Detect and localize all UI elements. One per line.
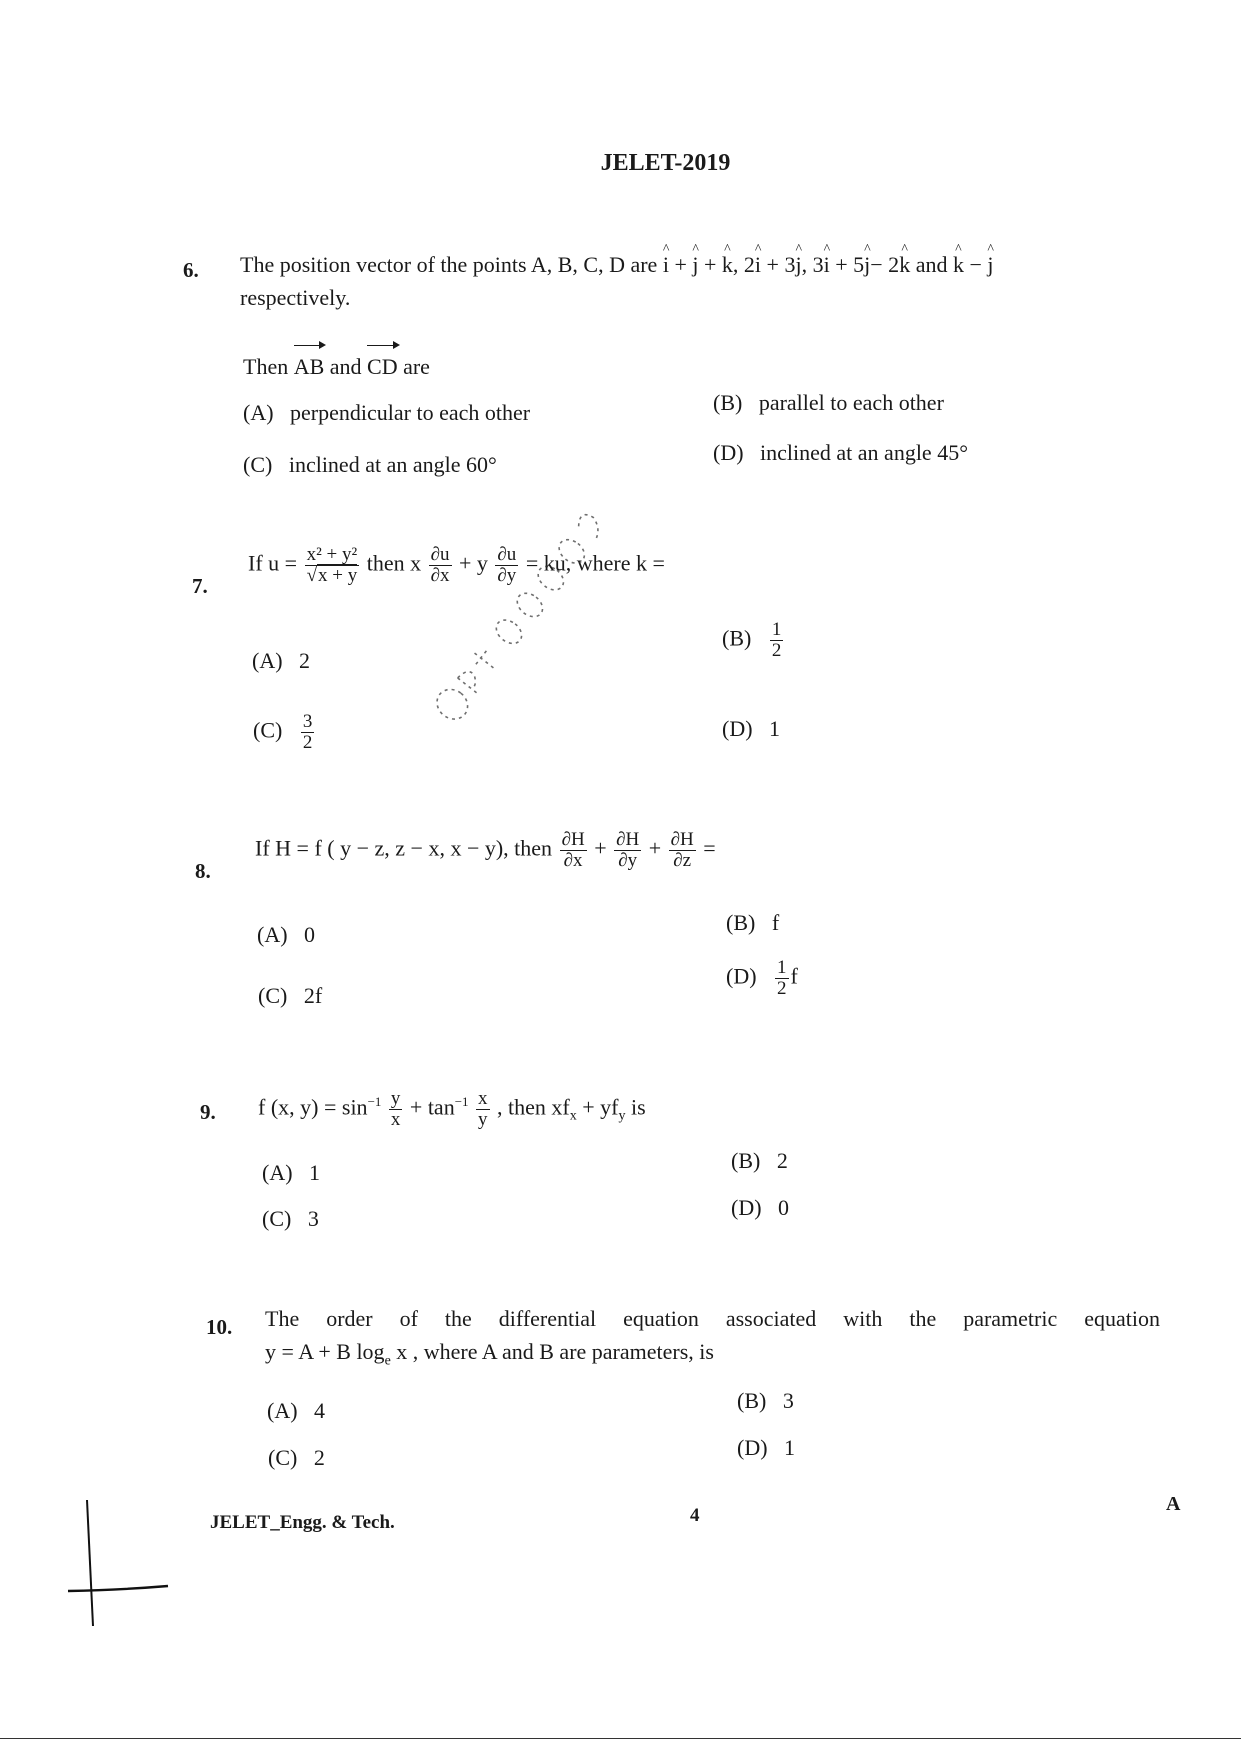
question-7-text: If u = $\frac{\text{x² + y²}}{√x + y}$ then x $\frac{\partial u}{\partial x}$ + y $\frac{\partial u}{\partial y}$ = ku, where k =	[248, 544, 665, 586]
option-label: (C)	[268, 1445, 298, 1470]
option-text: 0	[778, 1195, 790, 1220]
option-label: (B)	[726, 910, 756, 935]
question-7-number: 7.	[192, 574, 208, 598]
question-10-number: 10.	[206, 1315, 233, 1339]
option-text: 2	[776, 1148, 788, 1173]
then-word: Then	[243, 354, 289, 379]
sqrt-radicand: x + y	[318, 564, 358, 586]
question-10-line1: The order of the differential equation associated with the parametric equation	[265, 1306, 1160, 1331]
option-label: (D)	[726, 963, 757, 989]
option-9a[interactable]	[262, 1160, 320, 1186]
option-text: 3	[782, 1388, 794, 1413]
question-8-stem: If H = f ( y − z, z − x, x − y), then	[255, 835, 553, 861]
option-suffix: f	[790, 963, 798, 989]
option-fraction: $\frac{1}{2}$	[777, 957, 787, 999]
option-10c[interactable]	[268, 1445, 325, 1471]
footer-subject: JELET_Engg. & Tech.	[210, 1512, 395, 1533]
option-10b[interactable]	[737, 1388, 794, 1414]
option-fraction: $\frac{1}{2}$	[771, 619, 782, 661]
option-text: parallel to each other	[758, 390, 944, 415]
option-label: (B)	[713, 390, 743, 415]
partial-h-y: $\frac{\partial H}{\partial y}$	[616, 829, 640, 871]
question-9-lhs: f (x, y) = sin	[258, 1094, 368, 1120]
option-label: (D)	[731, 1195, 762, 1220]
option-6b[interactable]	[713, 390, 944, 416]
option-7d[interactable]	[722, 716, 780, 742]
option-text: inclined at an angle 60°	[288, 452, 497, 477]
option-label: (A)	[262, 1160, 293, 1185]
option-text: 2	[313, 1445, 325, 1470]
fraction-denominator: √x + y	[306, 564, 358, 586]
option-8a[interactable]	[257, 922, 315, 948]
option-6d[interactable]	[713, 440, 968, 466]
option-fraction: $\frac{3}{2}$	[302, 711, 313, 753]
set-code: A	[1166, 1493, 1181, 1515]
question-6-text	[240, 248, 1140, 314]
question-7-then: then x	[366, 550, 422, 576]
option-label: (D)	[722, 716, 753, 741]
crop-mark	[60, 1498, 180, 1628]
question-6-respectively: respectively.	[240, 285, 351, 310]
option-text: f	[771, 910, 780, 935]
option-text: 1	[309, 1160, 321, 1185]
fraction-x-over-y: $\frac{x}{y}$	[478, 1087, 488, 1130]
option-text: 2	[299, 648, 311, 673]
option-8c[interactable]	[258, 983, 322, 1009]
option-9c[interactable]	[262, 1206, 319, 1232]
option-7a[interactable]	[252, 648, 310, 674]
question-9-plus-y: + yf	[576, 1094, 619, 1120]
partial-u-y: $\frac{\partial u}{\partial y}$	[497, 544, 517, 586]
question-8-number: 8.	[195, 859, 211, 883]
option-label: (A)	[257, 922, 288, 947]
option-label: (D)	[713, 440, 744, 465]
option-label: (C)	[243, 452, 273, 477]
question-6-number: 6.	[183, 258, 199, 282]
option-label: (C)	[253, 717, 283, 743]
option-label: (A)	[267, 1398, 298, 1423]
question-8-text: If H = f ( y − z, z − x, x − y), then $\frac{\partial H}{\partial x}$ + $\frac{\partial H}{\partial y}$ + $\frac{\partial H}{\partial z}$ =	[255, 829, 716, 871]
fraction-numerator: x² + y²	[305, 545, 360, 566]
are-word: are	[403, 354, 430, 379]
option-label: (C)	[258, 983, 288, 1008]
option-text: inclined at an angle 45°	[760, 440, 968, 465]
question-6-stem: The position vector of the points A, B, C, D are	[240, 252, 658, 277]
partial-h-x: $\frac{\partial H}{\partial x}$	[561, 829, 585, 871]
option-6c[interactable]	[243, 452, 497, 478]
page-title: JELET-2019	[600, 150, 731, 176]
question-8-equals: =	[703, 835, 716, 861]
fraction-y-over-x: $\frac{y}{x}$	[390, 1087, 401, 1130]
option-9d[interactable]	[731, 1195, 789, 1221]
question-9-text: f (x, $y) = \sin^{-1}$ $\frac{y}{x}$ + $\tan^{-1}$ $\frac{x}{y}$ , then $xf_x + yf_y$ is	[258, 1087, 646, 1130]
option-9b[interactable]	[731, 1148, 788, 1174]
question-9-is: is	[625, 1094, 646, 1120]
option-6a[interactable]	[243, 400, 530, 426]
option-label: (B)	[731, 1148, 761, 1173]
question-7-if-u: If u =	[248, 550, 298, 576]
vector-cd: CD	[367, 350, 398, 383]
question-7-end: = ku, where k =	[525, 550, 665, 576]
question-9-tan: + tan	[409, 1094, 455, 1120]
option-label: (B)	[722, 625, 752, 651]
option-text: 1	[769, 716, 781, 741]
page-number: 4	[690, 1505, 700, 1526]
question-9-number: 9.	[200, 1100, 216, 1124]
question-6-vector-last: ^ k − ^ j	[953, 252, 994, 277]
question-6-and: and	[915, 252, 948, 277]
option-text: perpendicular to each other	[290, 400, 531, 425]
question-10-rest: x , where A and B are parameters, is	[390, 1339, 714, 1364]
question-9-tail: , then xf	[497, 1094, 570, 1120]
option-label: (C)	[262, 1206, 292, 1231]
question-6-then-line	[243, 350, 430, 383]
option-text: 0	[304, 922, 316, 947]
question-10-log: y = A + B log	[265, 1339, 385, 1364]
vector-ab: AB	[294, 350, 325, 383]
option-label: (B)	[737, 1388, 767, 1413]
and-word: and	[329, 354, 362, 379]
option-10a[interactable]	[267, 1398, 325, 1424]
option-8b[interactable]	[726, 910, 779, 936]
partial-u-x: $\frac{\partial u}{\partial x}$	[430, 544, 450, 586]
option-label: (A)	[243, 400, 274, 425]
option-7c[interactable]	[253, 712, 316, 753]
option-text: 2f	[303, 983, 323, 1008]
watermark-stamp	[424, 471, 640, 732]
option-label: (A)	[252, 648, 283, 673]
partial-h-z: $\frac{\partial H}{\partial z}$	[670, 829, 694, 871]
question-7-fraction	[305, 545, 360, 586]
option-10d[interactable]	[737, 1435, 795, 1461]
option-text: 3	[307, 1206, 319, 1231]
question-6-vectors: ^ i + ^ j + ^ k, 2^ i + 3^ j, 3^ i + 5^ j− 2^ k	[663, 252, 916, 277]
bottom-rule	[0, 1738, 1241, 1739]
question-10-line2: y = A + B $\log_e x$ , where A and B are parameters, is	[265, 1339, 714, 1369]
option-7b[interactable]	[722, 620, 785, 661]
option-label: (D)	[737, 1435, 768, 1460]
option-8d[interactable]	[726, 958, 798, 999]
option-text: 4	[314, 1398, 326, 1423]
option-text: 1	[784, 1435, 796, 1460]
